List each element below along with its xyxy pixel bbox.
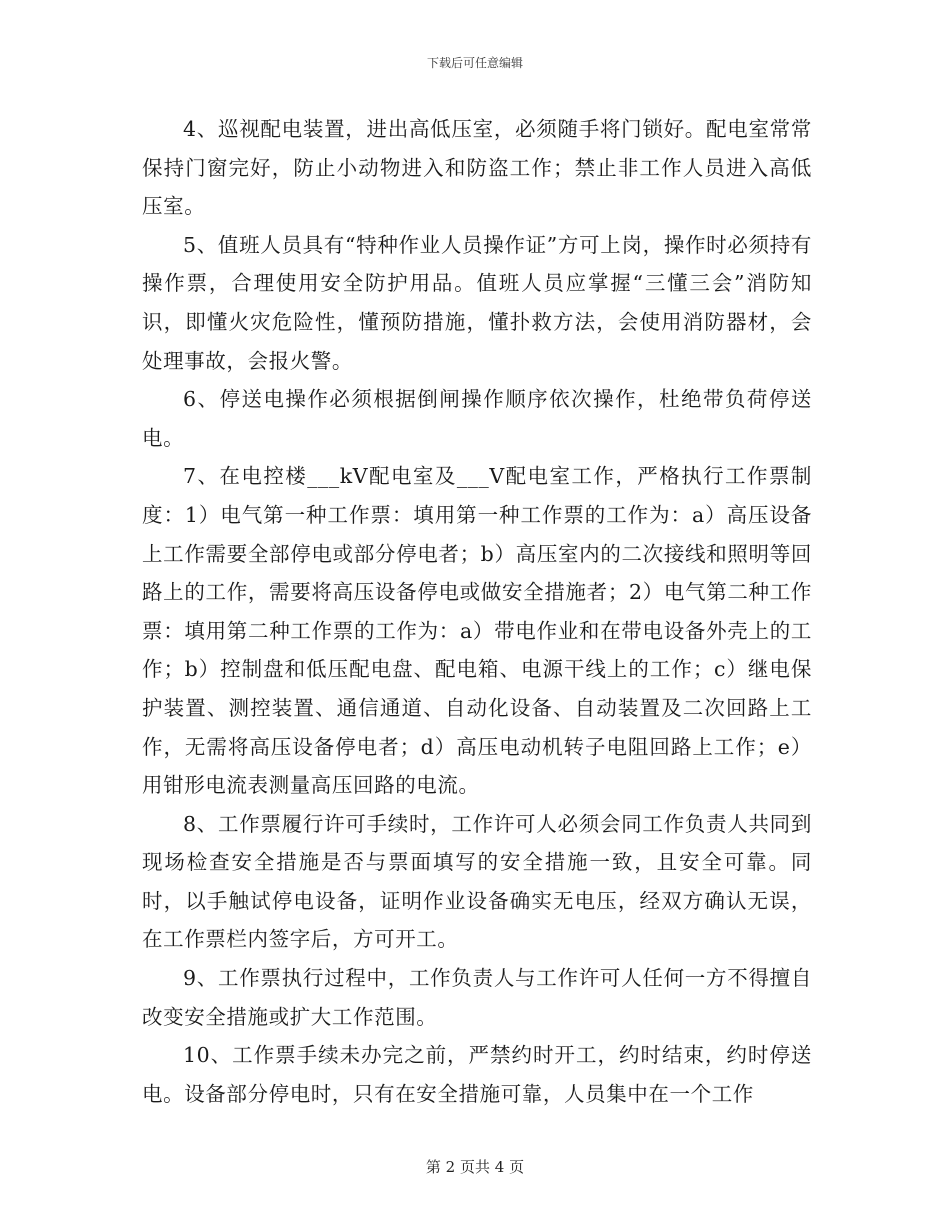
page-footer: 第 2 页共 4 页 <box>425 1158 525 1176</box>
paragraph-item-7: 7、在电控楼___kV配电室及___V配电室工作，严格执行工作票制度：1）电气第一种工作票：填用第一种工作票的工作为：a）高压设备上工作需要全部停电或部分停电者；b）高压室内的二次接线和照明等回路上的工作，需要将高压设备停电或做安全措施者；2）电气第二种工作票：填用第二种工作票的工作为：a）带电作业和在带电设备外壳上的工作；b）控制盘和低压配电盘、配电箱、电源干线上的工作；c）继电保护装置、测控装置、通信通道、自动化设备、自动装置及二次回路上工作，无需将高压设备停电者；d）高压电动机转子电阻回路上工作；e）用钳形电流表测量高压回路的电流。 <box>142 464 812 798</box>
paragraph-item-5: 5、值班人员具有“特种作业人员操作证”方可上岗，操作时必须持有操作票，合理使用安全防护用品。值班人员应掌握“三懂三会”消防知识，即懂火灾危险性，懂预防措施，懂扑救方法，会使用消防器材，会处理事故，会报火警。 <box>142 232 812 373</box>
paragraph-item-4: 4、巡视配电装置，进出高低压室，必须随手将门锁好。配电室常常保持门窗完好，防止小动物进入和防盗工作；禁止非工作人员进入高低压室。 <box>142 117 812 219</box>
document-body <box>142 110 812 1113</box>
paragraph-item-10: 10、工作票手续未办完之前，严禁约时开工，约时结束，约时停送电。设备部分停电时，只有在安全措施可靠，人员集中在一个工作 <box>142 1043 812 1106</box>
paragraph-item-9: 9、工作票执行过程中，工作负责人与工作许可人任何一方不得擅自改变安全措施或扩大工作范围。 <box>142 966 812 1029</box>
paragraph-item-6: 6、停送电操作必须根据倒闸操作顺序依次操作，杜绝带负荷停送电。 <box>142 387 812 450</box>
page-header: 下载后可任意编辑 <box>426 56 523 70</box>
paragraph-item-8: 8、工作票履行许可手续时，工作许可人必须会同工作负责人共同到现场检查安全措施是否与票面填写的安全措施一致，且安全可靠。同时，以手触试停电设备，证明作业设备确实无电压，经双方确认无误，在工作票栏内签字后，方可开工。 <box>142 811 812 952</box>
